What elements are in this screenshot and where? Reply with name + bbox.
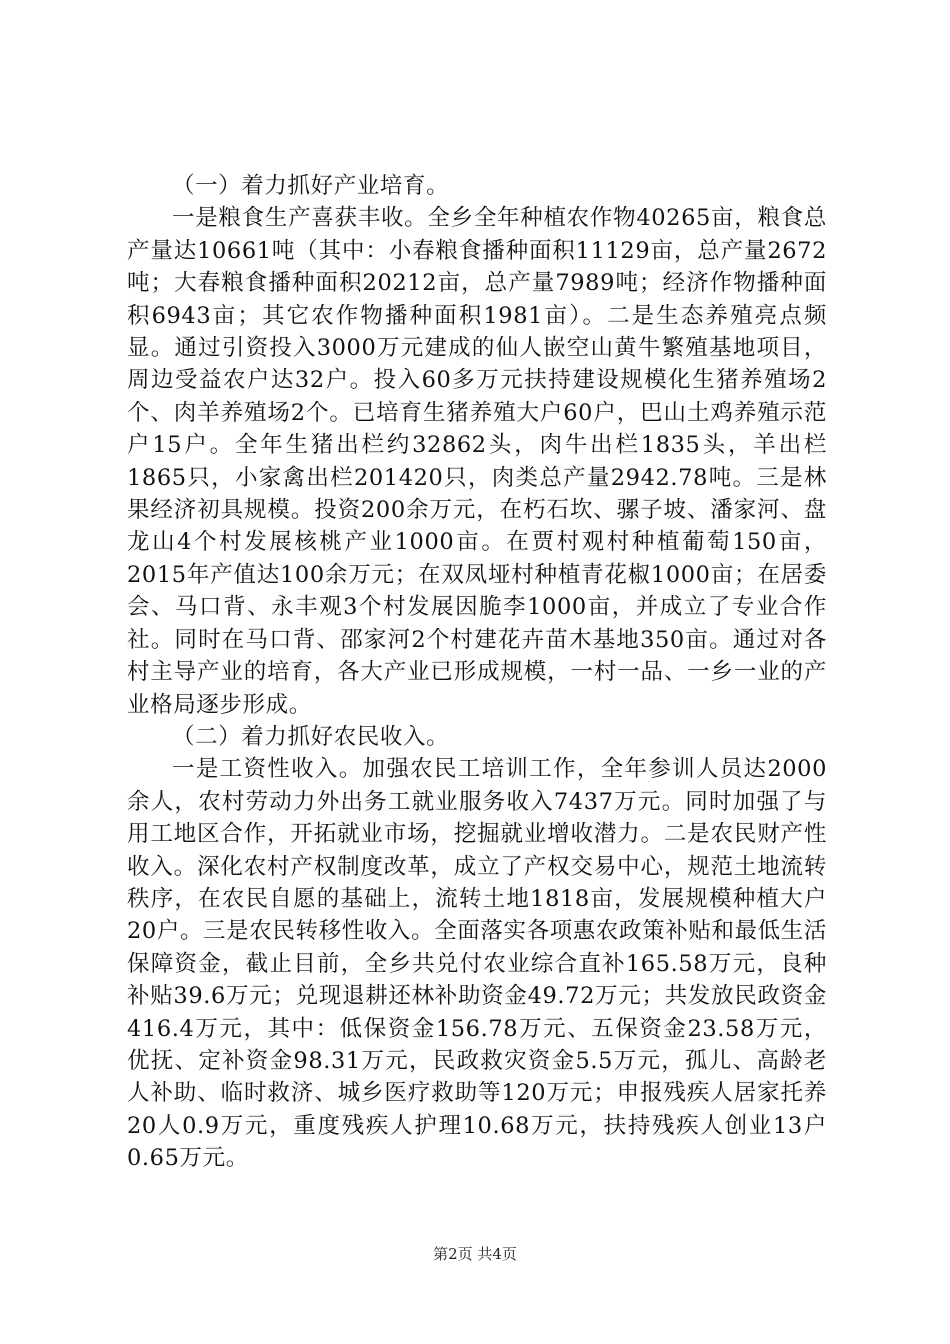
page-footer [0,1244,950,1264]
paragraph-income: 一是工资性收入。加强农民工培训工作，全年参训人员达2000余人，农村劳动力外出务工就业服务收入7437万元。同时加强了与用工地区合作，开拓就业市场，挖掘就业增收潜力。二是农民财产性收入。深化农村产权制度改革，成立了产权交易中心，规范土地流转秩序，在农民自愿的基础上，流转土地1818亩，发展规模种植大户20户。三是农民转移性收入。全面落实各项惠农政策补贴和最低生活保障资金，截止目前，全乡共兑付农业综合直补165.58万元，良种补贴39.6万元；兑现退耕还林补助资金49.72万元；共发放民政资金416.4万元，其中：低保资金156.78万元、五保资金23.58万元，优抚、定补资金98.31万元，民政救灾资金5.5万元，孤儿、高龄老人补助、临时救济、城乡医疗救助等120万元；申报残疾人居家托养20人0.9万元，重度残疾人护理10.68万元，扶持残疾人创业13户0.65万元。 [127,756,827,1172]
section-heading-industry: （一）着力抓好产业培育。 [172,173,450,199]
document-body [127,170,827,1175]
page-number: 第2页 共4页 [433,1245,517,1263]
paragraph-industry: 一是粮食生产喜获丰收。全乡全年种植农作物40265亩，粮食总产量达10661吨（其中：小春粮食播种面积11129亩，总产量2672吨；大春粮食播种面积20212亩，总产量7989吨；经济作物播种面积6943亩；其它农作物播种面积1981亩）。二是生态养殖亮点频显。通过引资投入3000万元建成的仙人嵌空山黄牛繁殖基地项目，周边受益农户达32户。投入60多万元扶持建设规模化生猪养殖场2个、肉羊养殖场2个。已培育生猪养殖大户60户，巴山土鸡养殖示范户15户。全年生猪出栏约32862头，肉牛出栏1835头，羊出栏1865只，小家禽出栏201420只，肉类总产量2942.78吨。三是林果经济初具规模。投资200余万元，在朽石坎、骡子坡、潘家河、盘龙山4个村发展核桃产业1000亩。在贾村观村种植葡萄150亩，2015年产值达100余万元；在双凤垭村种植青花椒1000亩；在居委会、马口背、永丰观3个村发展因脆李1000亩，并成立了专业合作社。同时在马口背、邵家河2个村建花卉苗木基地350亩。通过对各村主导产业的培育，各大产业已形成规模，一村一品、一乡一业的产业格局逐步形成。 [127,205,827,718]
section-heading-income: （二）着力抓好农民收入。 [172,723,450,750]
